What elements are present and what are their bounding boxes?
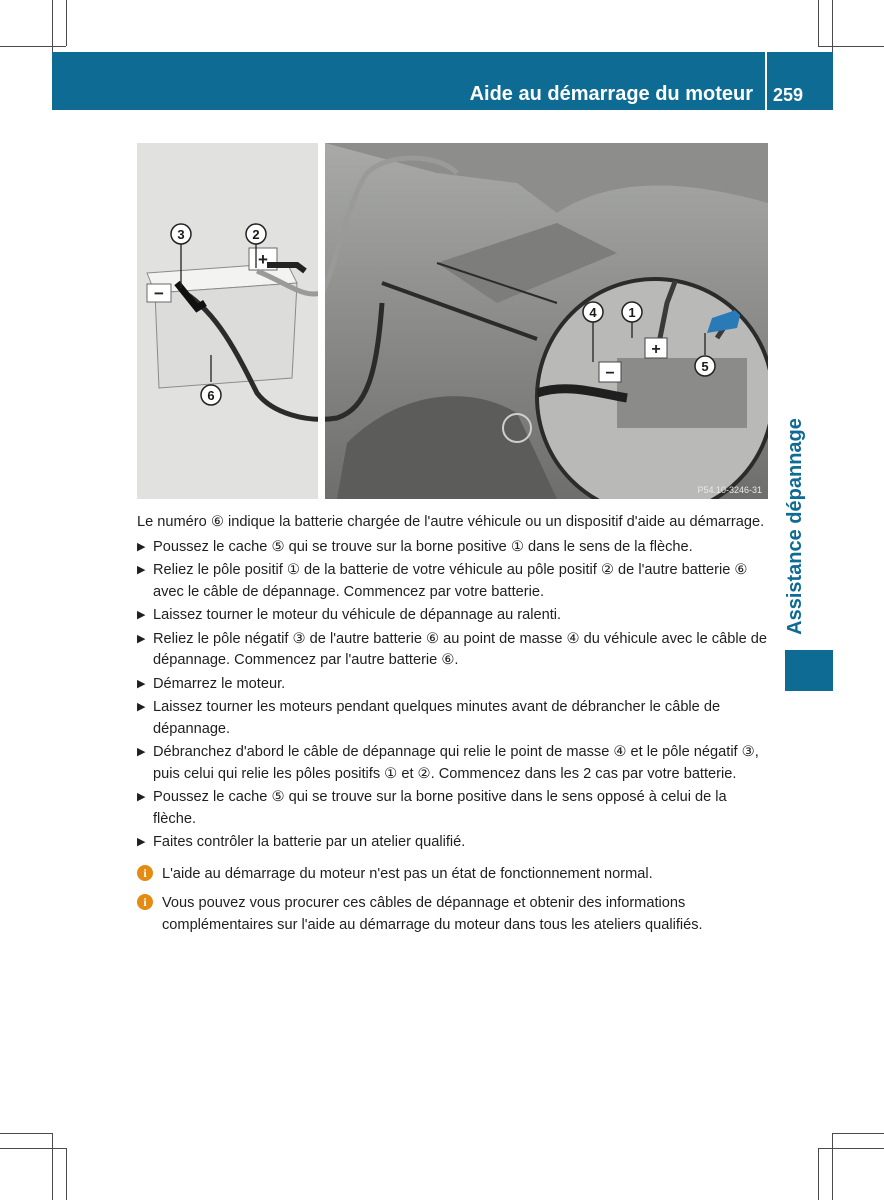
- intro-text: Le numéro ⑥ indique la batterie chargée de l'autre véhicule ou un dispositif d'aide au démarrage.: [137, 514, 765, 530]
- info-note-text: L'aide au démarrage du moteur n'est pas un état de fonctionnement normal.: [162, 865, 653, 882]
- callout-5: 5: [701, 359, 709, 374]
- crop-mark: [818, 46, 884, 47]
- header-bar: [52, 52, 765, 110]
- page-number: 259: [773, 85, 804, 105]
- step-item: [137, 537, 769, 559]
- step-arrow-icon: ▶: [137, 677, 146, 690]
- step-arrow-icon: ▶: [137, 791, 146, 803]
- info-note-text: Vous pouvez vous procurer ces câbles de dépannage et obtenir des informations complémentaires sur l'aide au démarrage du moteur dans tous les ateliers qualifiés.: [162, 895, 703, 933]
- section-tab-text: Assistance dépannage: [783, 417, 806, 635]
- info-note: [137, 893, 769, 936]
- instructions: [137, 512, 769, 936]
- step-arrow-icon: ▶: [137, 746, 146, 758]
- callout-4: 4: [589, 305, 597, 320]
- step-arrow-icon: ▶: [137, 836, 146, 848]
- crop-mark: [52, 1133, 53, 1200]
- section-tab-label: [781, 410, 809, 642]
- crop-mark: [832, 1133, 884, 1134]
- plus-sign: +: [651, 341, 661, 358]
- step-text: Poussez le cache ⑤ qui se trouve sur la borne positive dans le sens opposé à celui de la flèche.: [153, 789, 727, 827]
- step-item: [137, 787, 769, 830]
- step-item: [137, 697, 769, 740]
- step-arrow-icon: ▶: [137, 632, 146, 645]
- step-item: [137, 605, 769, 627]
- step-item: [137, 674, 769, 696]
- page-title: Aide au démarrage du moteur: [469, 83, 753, 105]
- step-list: [137, 537, 769, 854]
- step-text: Laissez tourner les moteurs pendant quelques minutes avant de débrancher le câble de dépannage.: [153, 699, 721, 737]
- step-text: Faites contrôler la batterie par un atelier qualifié.: [153, 834, 466, 850]
- page-number-box: [767, 52, 833, 110]
- info-icon: i: [137, 865, 153, 881]
- illustration-drawing: [137, 143, 768, 499]
- step-text: Laissez tourner le moteur du véhicule de dépannage au ralenti.: [153, 607, 562, 623]
- step-text: Reliez le pôle positif ① de la batterie de votre véhicule au pôle positif ② de l'autre batterie ⑥ avec le câble de dépannage. Commencez par votre batterie.: [153, 562, 748, 600]
- step-arrow-icon: ▶: [137, 701, 146, 713]
- crop-mark: [818, 1148, 819, 1200]
- info-icon: i: [137, 894, 153, 910]
- crop-mark: [818, 0, 819, 46]
- step-arrow-icon: ▶: [137, 540, 146, 553]
- step-text: Reliez le pôle négatif ③ de l'autre batterie ⑥ au point de masse ④ du véhicule avec le câble de dépannage. Commencez par l'autre batterie ⑥.: [153, 630, 767, 668]
- panel-divider: [318, 143, 325, 499]
- step-item: [137, 742, 769, 785]
- step-text: Débranchez d'abord le câble de dépannage qui relie le point de masse ④ et le pôle négatif ③, puis celui qui relie les pôles positifs ① et ②. Commencez dans les 2 cas par votre batterie.: [153, 744, 759, 782]
- figure-id: P54.10-3246-31: [697, 485, 762, 495]
- crop-mark: [0, 1133, 52, 1134]
- minus-sign: −: [605, 365, 615, 382]
- section-tab-marker: [785, 650, 833, 691]
- step-arrow-icon: ▶: [137, 609, 146, 621]
- step-item: [137, 629, 769, 672]
- crop-mark: [818, 1148, 884, 1149]
- step-text: Poussez le cache ⑤ qui se trouve sur la borne positive ① dans le sens de la flèche.: [153, 538, 693, 555]
- step-item: [137, 832, 769, 854]
- callout-2: 2: [252, 227, 260, 242]
- minus-sign: −: [154, 284, 164, 303]
- step-text: Démarrez le moteur.: [153, 675, 286, 692]
- crop-mark: [0, 46, 66, 47]
- crop-mark: [832, 0, 833, 52]
- crop-mark: [0, 1148, 66, 1149]
- plus-sign: +: [258, 250, 268, 269]
- step-arrow-icon: ▶: [137, 564, 146, 576]
- crop-mark: [66, 1148, 67, 1200]
- jump-start-illustration: [137, 143, 768, 499]
- crop-mark: [66, 0, 67, 46]
- callout-3: 3: [177, 227, 185, 242]
- callout-1: 1: [628, 305, 636, 320]
- info-note: [137, 864, 769, 886]
- step-item: [137, 560, 769, 603]
- callout-6: 6: [207, 388, 215, 403]
- crop-mark: [52, 0, 53, 52]
- crop-mark: [832, 1133, 833, 1200]
